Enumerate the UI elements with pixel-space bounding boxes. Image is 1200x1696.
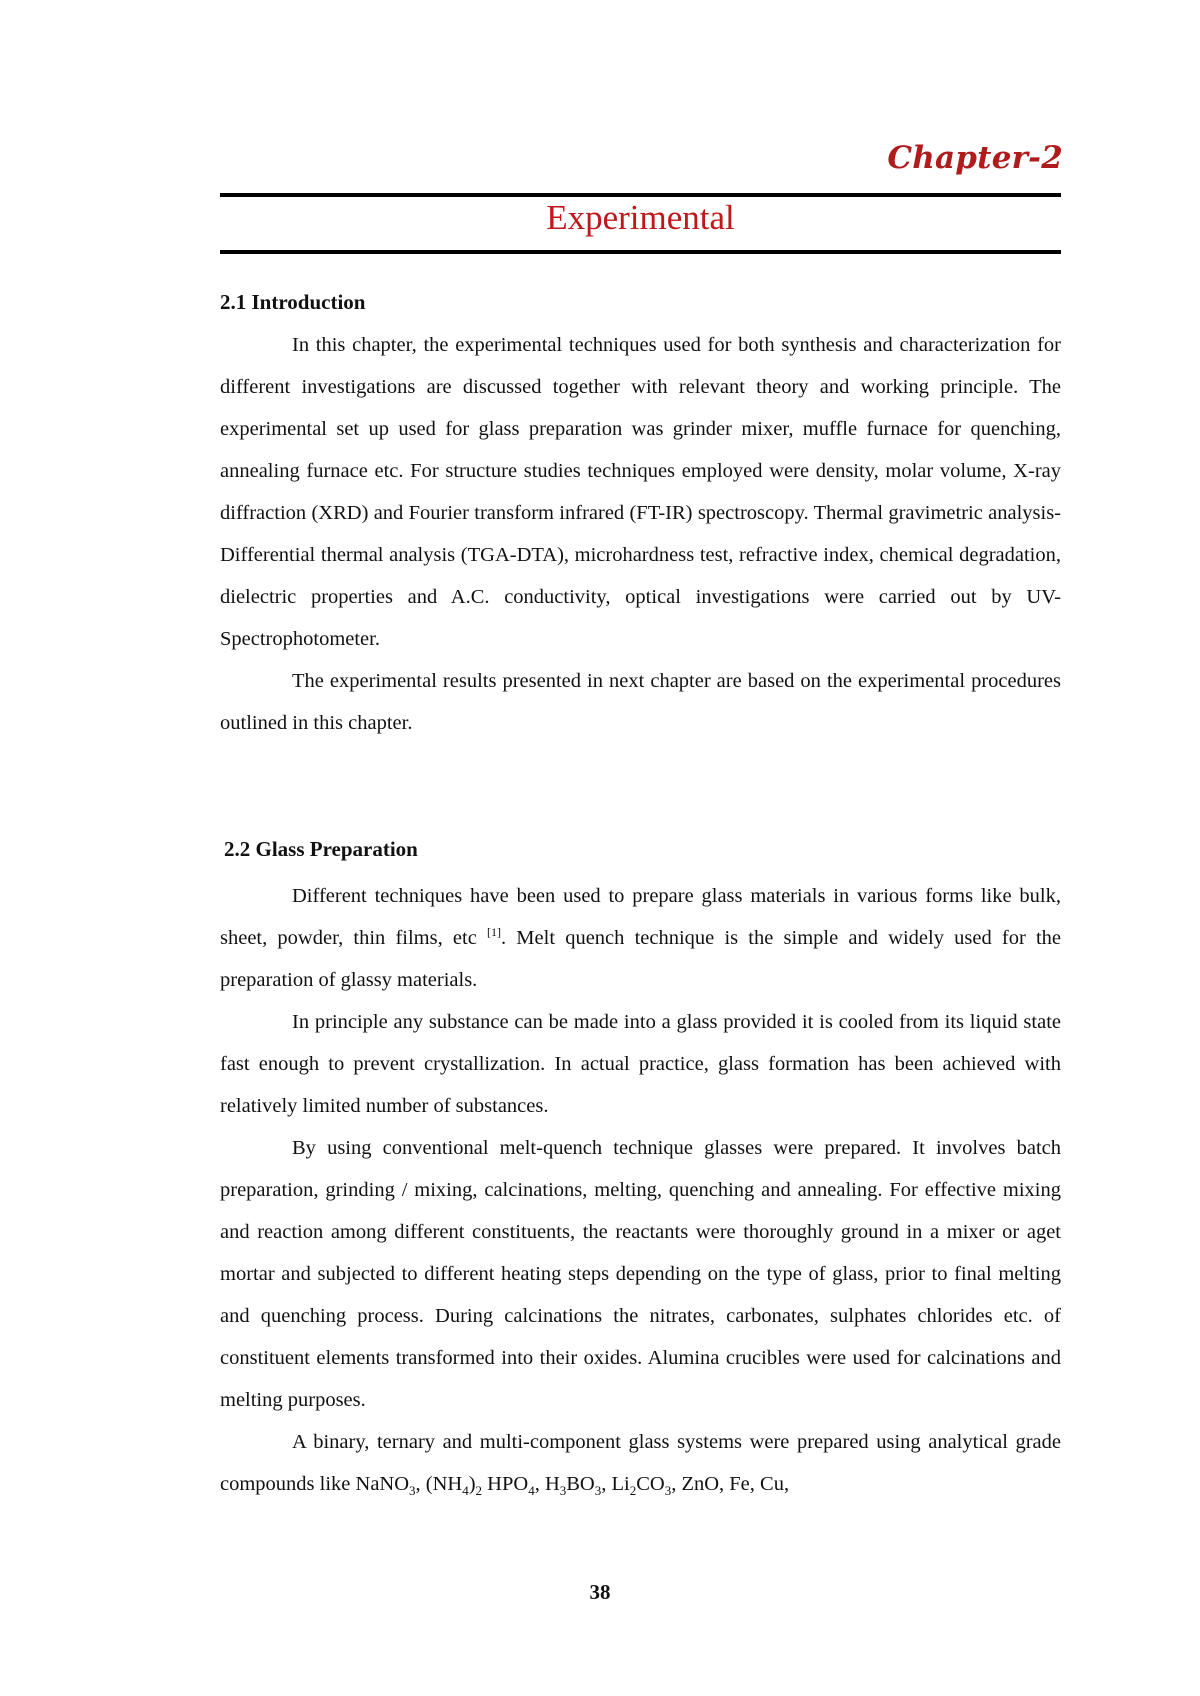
introduction-paragraph-2: The experimental results presented in next chapter are based on the experimental procedures outlined in this chapter. xyxy=(220,670,1061,734)
chapter-label: Chapter-2 xyxy=(887,140,1063,176)
glass-preparation-body xyxy=(220,875,1061,1505)
header-top-rule xyxy=(220,193,1061,197)
citation-ref: [1] xyxy=(487,925,501,940)
formula-text: , H xyxy=(534,1473,560,1495)
section-heading-introduction: 2.1 Introduction xyxy=(220,290,366,314)
formula-text: ) xyxy=(468,1473,476,1495)
subscript: 4 xyxy=(462,1483,469,1499)
subscript: 3 xyxy=(664,1483,672,1499)
formula-text: , ZnO, Fe, Cu, xyxy=(671,1473,790,1495)
subscript: 2 xyxy=(475,1483,483,1499)
section-heading-glass-preparation: 2.2 Glass Preparation xyxy=(224,837,418,861)
formula-text: HPO xyxy=(482,1473,529,1495)
subscript: 2 xyxy=(629,1483,637,1499)
glass-paragraph-1 xyxy=(220,875,1061,1001)
glass-paragraph-4 xyxy=(220,1421,1061,1505)
subscript: 3 xyxy=(594,1483,602,1499)
glass-paragraph-4-text: A binary, ternary and multi-component glass systems were prepared using analytical grade compounds like NaNO xyxy=(220,1431,1061,1495)
introduction-paragraph-1: In this chapter, the experimental techniques used for both synthesis and characterization for different investigations are discussed together with relevant theory and working principle. The experimental set up used for glass preparation was grinder mixer, muffle furnace for quenching, annealing furnace etc. For structure studies techniques employed were density, molar volume, X-ray diffraction (XRD) and Fourier transform infrared (FT-IR) spectroscopy. Thermal gravimetric analysis-Differential thermal analysis (TGA-DTA), microhardness test, refractive index, chemical degradation, dielectric properties and A.C. conductivity, optical investigations were carried out by UV-Spectrophotometer. xyxy=(220,334,1061,650)
formula-text: , Li xyxy=(601,1473,630,1495)
glass-paragraph-2: In principle any substance can be made into a glass provided it is cooled from its liquid state fast enough to prevent crystallization. In actual practice, glass formation has been achieved with relatively limited number of substances. xyxy=(220,1011,1061,1117)
formula-text: BO xyxy=(566,1473,595,1495)
introduction-body xyxy=(220,324,1061,744)
chapter-title: Experimental xyxy=(546,198,735,237)
header-bottom-rule xyxy=(220,250,1061,254)
page-number: 38 xyxy=(589,1580,611,1604)
formula-text: CO xyxy=(636,1473,665,1495)
subscript: 4 xyxy=(528,1483,535,1499)
subscript: 3 xyxy=(559,1483,567,1499)
formula-text: , (NH xyxy=(415,1473,463,1495)
subscript: 3 xyxy=(409,1483,416,1499)
glass-paragraph-3: By using conventional melt-quench technique glasses were prepared. It involves batch preparation, grinding / mixing, calcinations, melting, quenching and annealing. For effective mixing and reaction among different constituents, the reactants were thoroughly ground in a mixer or aget mortar and subjected to different heating steps depending on the type of glass, prior to final melting and quenching process. During calcinations the nitrates, carbonates, sulphates chlorides etc. of constituent elements transformed into their oxides. Alumina crucibles were used for calcinations and melting purposes. xyxy=(220,1137,1061,1411)
glass-paragraph-1-text-continued: . Melt quench technique is the simple and widely used for the preparation of glassy materials. xyxy=(220,927,1062,991)
glass-paragraph-1-text: Different techniques have been used to prepare glass materials in various forms like bulk, sheet, powder, thin films, etc xyxy=(220,885,1061,949)
